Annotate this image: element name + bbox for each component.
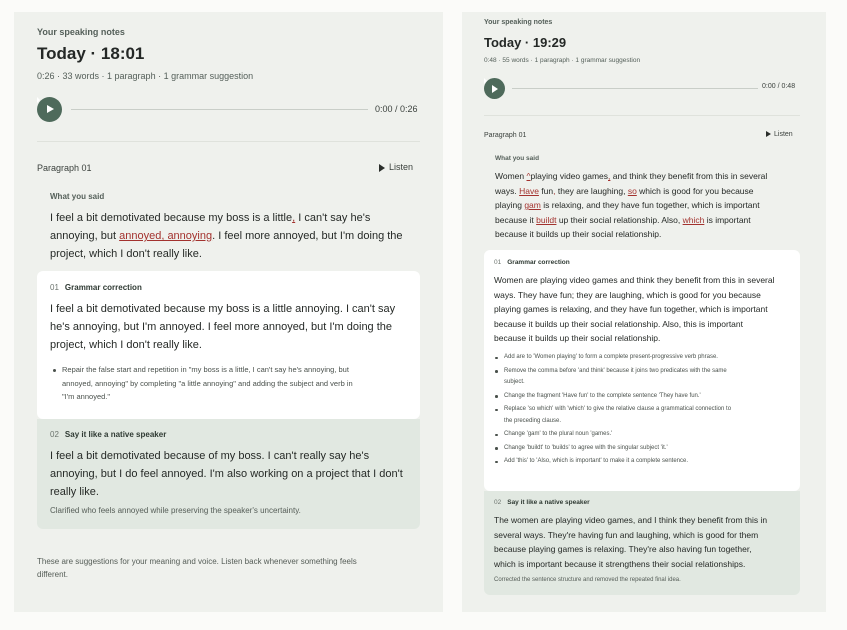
flagged-segment[interactable]: , — [292, 212, 296, 224]
what-you-said-label: What you said — [495, 155, 540, 162]
recording-meta: 0:26 · 33 words · 1 paragraph · 1 grammar suggestion — [37, 71, 254, 81]
grammar-correction-card — [484, 250, 800, 491]
explanation-item — [504, 456, 731, 468]
panel-header-label: Your speaking notes — [484, 19, 553, 26]
speaking-notes-panel-right — [462, 12, 826, 612]
listen-button[interactable] — [766, 131, 793, 138]
grammar-correction-heading — [494, 259, 570, 266]
flagged-segment[interactable]: annoyed, annoying — [119, 230, 213, 242]
corrected-line: because it builds up their social relationship. — [494, 333, 661, 343]
flagged-segment[interactable]: which — [682, 214, 705, 225]
paragraph-label: Paragraph 01 — [37, 163, 92, 173]
flagged-segment[interactable]: gam — [524, 200, 541, 210]
explanation-line: annoyed, annoying" by completing "a little annoying" and adding the subject and verb in — [62, 378, 353, 388]
section-number: 02 — [50, 430, 59, 439]
audio-progress-track[interactable] — [71, 109, 368, 110]
play-button[interactable] — [37, 97, 62, 122]
section-number: 02 — [494, 499, 502, 506]
explanation-item — [504, 404, 731, 427]
play-icon — [766, 131, 771, 137]
said-segment: is relaxing, and they have fun together, which is important — [540, 200, 760, 210]
explanation-line: subject. — [504, 379, 525, 385]
said-segment: which is good for you because — [636, 185, 754, 196]
said-segment: I feel a bit demotivated because my boss is a little — [50, 212, 293, 224]
flagged-segment[interactable]: Have — [519, 185, 539, 196]
said-segment: project, which I don't really like. — [50, 248, 202, 260]
explanation-line: "I'm annoyed." — [62, 392, 111, 401]
said-segment: fun — [538, 185, 554, 196]
play-icon — [492, 85, 498, 93]
footer-note — [37, 555, 357, 581]
section-title: Say it like a native speaker — [64, 430, 167, 439]
explanation-line: Change the fragment 'Have fun' to the complete sentence 'They have fun.' — [504, 392, 701, 399]
divider — [484, 115, 800, 116]
said-segment: annoying, but — [50, 230, 120, 242]
native-speaker-heading — [50, 430, 166, 439]
explanation-line: Add 'this' to 'Also, which is important' to make it a complete sentence. — [504, 458, 689, 464]
explanation-item — [504, 366, 731, 389]
said-segment: playing — [495, 200, 525, 210]
playback-time: 0:00 / 0:48 — [762, 83, 796, 90]
native-line: which is important because it strengthens their social relationships. — [494, 558, 746, 569]
grammar-correction-heading — [50, 283, 142, 292]
said-segment: Women — [495, 171, 525, 181]
native-speaker-card — [484, 491, 800, 595]
play-button[interactable] — [484, 78, 505, 99]
what-you-said-label: What you said — [50, 192, 105, 201]
corrected-line: ways. They have fun; they are laughing, which is good for you because — [494, 289, 761, 300]
explanation-item — [504, 352, 731, 364]
play-icon — [47, 105, 54, 113]
native-text — [50, 447, 403, 501]
native-speaker-heading — [494, 499, 590, 506]
said-segment: and think they benefit from this in several — [612, 171, 768, 181]
said-segment: ways. — [495, 185, 520, 196]
correction-explanations — [62, 363, 353, 404]
explanation-line: Add are to 'Women playing' to form a complete present-progressive verb phrase. — [504, 354, 718, 360]
explanation-line: Change 'buildt' to 'builds' to agree with the singular subject 'it.' — [504, 444, 668, 451]
said-segment: because it — [495, 214, 537, 225]
said-segment: is important — [704, 214, 751, 225]
correction-explanations — [504, 352, 731, 470]
listen-button[interactable] — [379, 162, 413, 172]
native-line: annoying, but I do feel annoyed. I'm also working on a project that I don't — [50, 468, 403, 480]
audio-progress-track[interactable] — [512, 88, 758, 89]
section-title: Grammar correction — [507, 259, 570, 266]
native-line: really like. — [50, 486, 99, 498]
said-segment: . I feel more annoyed, but I'm doing the — [212, 230, 403, 242]
listen-label: Listen — [774, 131, 793, 138]
explanation-line: Repair the false start and repetition in "my boss is a little, I can't say he's annoying, but — [62, 365, 349, 374]
said-segment: I can't say he's — [295, 212, 371, 224]
said-segment: they are laughing, — [555, 185, 628, 196]
footer-line: different. — [37, 570, 68, 579]
explanation-line: Replace 'so which' with 'which' to give the relative clause a grammatical connection to — [504, 406, 732, 412]
native-line: The women are playing video games, and I think they benefit from this in — [494, 515, 768, 525]
corrected-line: I feel a bit demotivated because my boss is a little annoying. I can't say — [50, 303, 396, 315]
explanation-item — [504, 429, 731, 441]
panel-header-label: Your speaking notes — [37, 27, 125, 37]
what-you-said-text — [495, 169, 767, 242]
flagged-segment[interactable]: , — [553, 185, 556, 196]
native-note: Corrected the sentence structure and removed the repeated final idea. — [494, 577, 681, 583]
paragraph-label: Paragraph 01 — [484, 132, 527, 139]
section-number: 01 — [494, 259, 502, 266]
listen-label: Listen — [389, 162, 414, 172]
page-title: Today · 18:01 — [37, 44, 145, 63]
corrected-line: project, which I don't really like. — [50, 339, 202, 351]
native-line: because playing games is relaxing. They're also having fun together, — [494, 544, 752, 554]
said-segment: because it builds up their social relationship. — [495, 229, 662, 239]
grammar-correction-card — [37, 271, 420, 419]
flagged-segment[interactable]: so — [627, 185, 637, 196]
page-title: Today · 19:29 — [484, 35, 567, 50]
native-line: I feel a bit demotivated because of my boss. I can't really say he's — [50, 450, 370, 462]
speaking-notes-panel-left — [14, 12, 443, 612]
recording-meta: 0:48 · 55 words · 1 paragraph · 1 grammar suggestion — [484, 57, 641, 64]
corrected-line: Women are playing video games and think they benefit from this in several — [494, 275, 775, 285]
corrected-line: playing games is relaxing, and they have fun together, which is important — [494, 304, 768, 314]
corrected-line: he's annoying, but I'm annoyed. I feel more annoyed, but I'm doing the — [50, 321, 393, 333]
divider — [37, 141, 420, 142]
native-speaker-card — [37, 419, 420, 529]
play-icon — [379, 164, 385, 172]
explanation-item — [504, 443, 731, 455]
explanation-line: Change 'gam' to the plural noun 'games.' — [504, 431, 613, 437]
explanation-item — [504, 391, 731, 403]
section-number: 01 — [50, 283, 59, 292]
corrected-text — [494, 273, 775, 346]
flagged-segment[interactable]: , — [608, 171, 611, 181]
explanation-item — [62, 363, 353, 404]
said-segment: up their social relationship. Also, — [556, 214, 683, 225]
flagged-segment[interactable]: ^ — [526, 171, 531, 181]
explanation-line: Remove the comma before 'and think' because it joins two predicates with the same — [504, 367, 727, 374]
playback-time: 0:00 / 0:26 — [375, 104, 418, 114]
section-title: Say it like a native speaker — [507, 499, 590, 506]
native-line: several ways. They're having fun and laughing, which is good for them — [494, 529, 759, 540]
explanation-line: the preceding clause. — [504, 417, 562, 424]
corrected-text — [50, 300, 395, 354]
said-segment: playing video games — [530, 171, 609, 181]
native-note: Clarified who feels annoyed while preserving the speaker's uncertainty. — [50, 506, 301, 515]
what-you-said-text — [50, 209, 403, 263]
flagged-segment[interactable]: buildt — [536, 214, 557, 225]
section-title: Grammar correction — [64, 283, 142, 292]
footer-line: These are suggestions for your meaning and voice. Listen back whenever something feels — [37, 557, 357, 566]
native-text — [494, 513, 767, 571]
corrected-line: because it builds up their social relationship. Also, this is important — [494, 318, 743, 329]
